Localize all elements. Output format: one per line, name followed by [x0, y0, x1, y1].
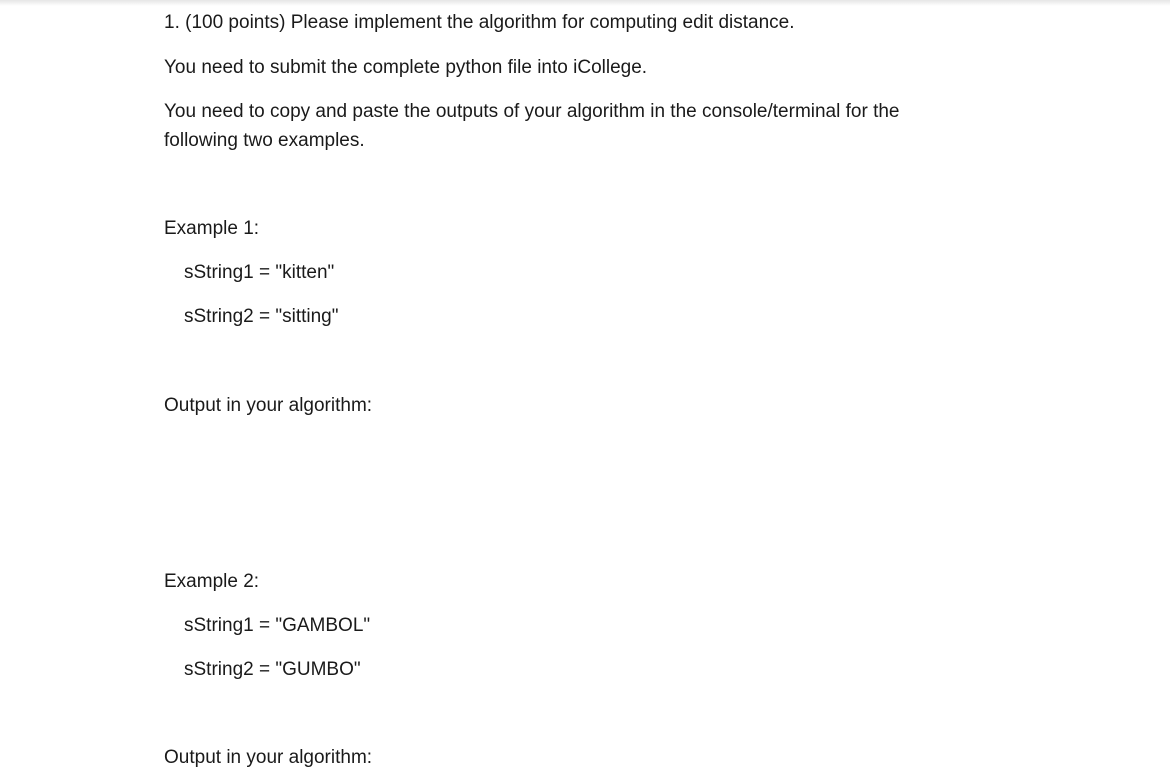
example-2-label: Example 2: — [164, 571, 260, 592]
question-heading: 1. (100 points) Please implement the algorithm for computing edit distance. — [164, 12, 795, 33]
example-1-label: Example 1: — [164, 218, 260, 239]
example-1-string2: sString2 = "sitting" — [184, 306, 339, 327]
example-2-string1: sString1 = "GAMBOL" — [184, 615, 371, 636]
example-1-output-label: Output in your algorithm: — [164, 395, 373, 416]
instruction-copy-outputs: You need to copy and paste the outputs of your algorithm in the console/terminal for the following two examples. — [164, 101, 900, 151]
instruction-submit: You need to submit the complete python file into iCollege. — [164, 57, 648, 78]
example-1-string1: sString1 = "kitten" — [184, 262, 335, 283]
example-2-output-label: Output in your algorithm: — [164, 747, 373, 768]
example-2-string2: sString2 = "GUMBO" — [184, 659, 361, 680]
